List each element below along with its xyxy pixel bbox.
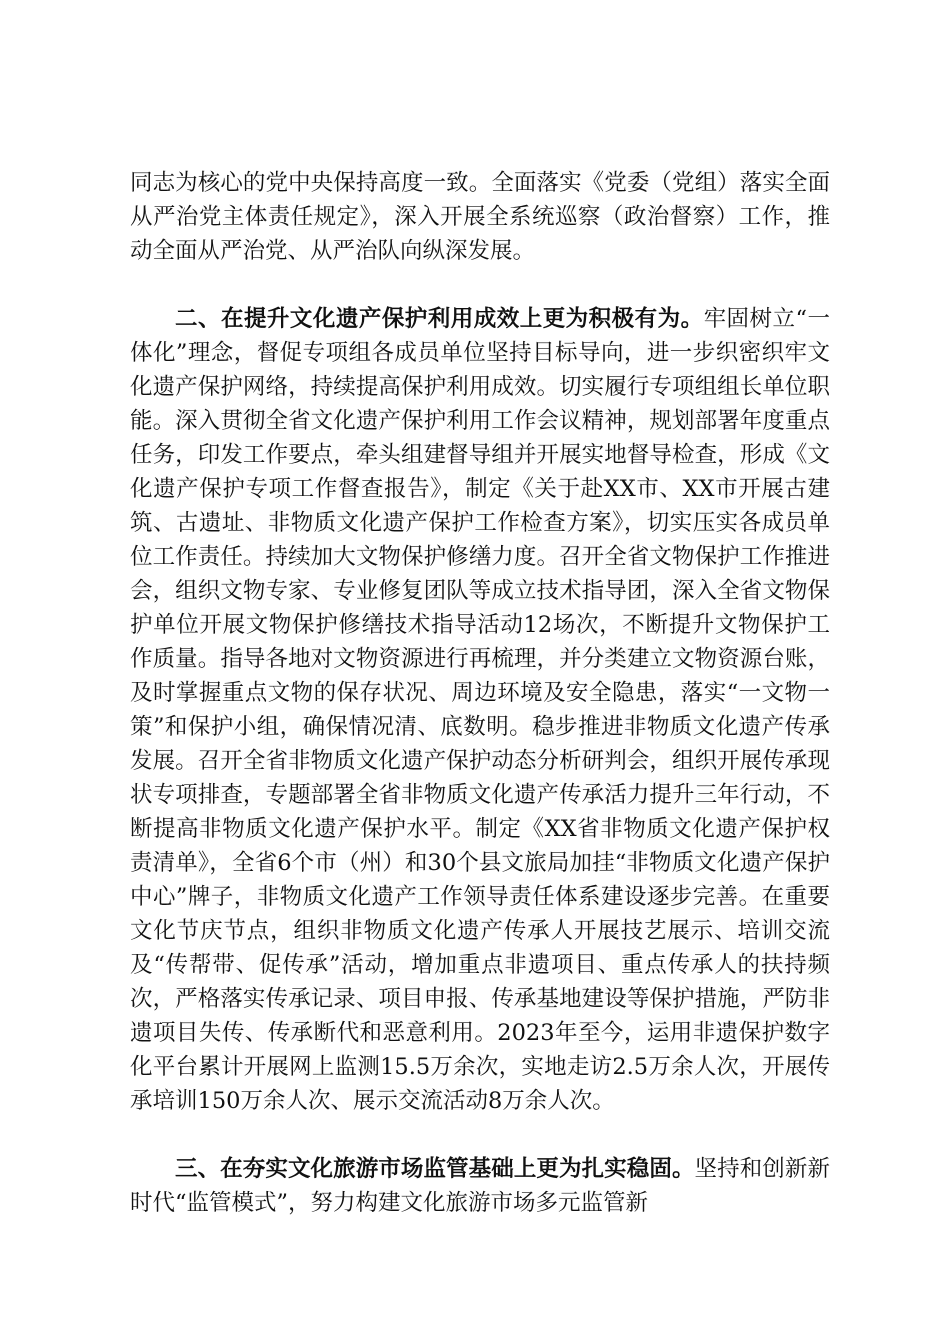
document-page <box>130 166 830 1220</box>
paragraph-gap <box>130 268 830 302</box>
paragraph-section-2 <box>130 302 830 1118</box>
section-2-body: 牢固树立“一体化”理念，督促专项组各成员单位坚持目标导向，进一步织密织牢文化遗产保护网络，持续提高保护利用成效。切实履行专项组组长单位职能。深入贯彻全省文化遗产保护利用工作会议精神，规划部署年度重点任务，印发工作要点，牵头组建督导组并开展实地督导检查，形成《文化遗产保护专项工作督查报告》，制定《关于赴XX市、XX市开展古建筑、古遗址、非物质文化遗产保护工作检查方案》，切实压实各成员单位工作责任。持续加大文物保护修缮力度。召开全省文物保护工作推进会，组织文物专家、专业修复团队等成立技术指导团，深入全省文物保护单位开展文物保护修缮技术指导活动12场次，不断提升文物保护工作质量。指导各地对文物资源进行再梳理，并分类建立文物资源台账，及时掌握重点文物的保存状况、周边环境及安全隐患，落实“一文物一策”和保护小组，确保情况清、底数明。稳步推进非物质文化遗产传承发展。召开全省非物质文化遗产保护动态分析研判会，组织开展传承现状专项排查，专题部署全省非物质文化遗产传承活力提升三年行动，不断提高非物质文化遗产保护水平。制定《XX省非物质文化遗产保护权责清单》，全省6个市（州）和30个县文旅局加挂“非物质文化遗产保护中心”牌子，非物质文化遗产工作领导责任体系建设逐步完善。在重要文化节庆节点，组织非物质文化遗产传承人开展技艺展示、培训交流及“传帮带、促传承”活动，增加重点非遗项目、重点传承人的扶持频次，严格落实传承记录、项目申报、传承基地建设等保护措施，严防非遗项目失传、传承断代和恶意利用。2023年至今，运用非遗保护数字化平台累计开展网上监测15.5万余次，实地走访2.5万余人次，开展传承培训150万余人次、展示交流活动8万余人次。 <box>130 306 830 1114</box>
paragraph-gap <box>130 1118 830 1152</box>
paragraph-continuation <box>130 166 830 268</box>
paragraph-section-3 <box>130 1152 830 1220</box>
paragraph-body: 同志为核心的党中央保持高度一致。全面落实《党委（党组）落实全面从严治党主体责任规定》，深入开展全系统巡察（政治督察）工作，推动全面从严治党、从严治队向纵深发展。 <box>130 170 830 264</box>
section-2-heading: 二、在提升文化遗产保护利用成效上更为积极有为。 <box>175 306 704 332</box>
section-3-body: 坚持和创新新时代“监管模式”，努力构建文化旅游市场多元监管新 <box>130 1156 830 1216</box>
section-3-heading: 三、在夯实文化旅游市场监管基础上更为扎实稳固。 <box>175 1156 695 1182</box>
